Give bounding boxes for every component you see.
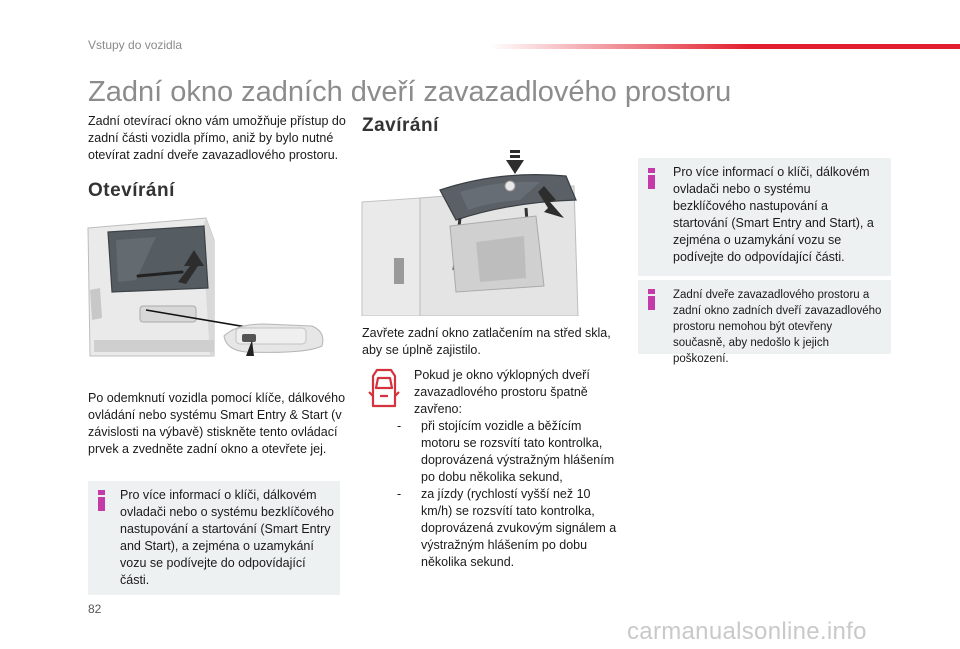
page-title: Zadní okno zadních dveří zavazadlového prostoru (88, 76, 732, 108)
closing-illustration (360, 146, 614, 316)
warning-block (414, 367, 614, 418)
page-number: 82 (88, 602, 102, 616)
right-info-box-2 (638, 280, 891, 365)
closing-heading: Zavírání (362, 115, 439, 136)
right-info-text-2: Zadní dveře zavazadlového prostoru a zadní okno zadních dveří zavazadlového prostoru nemohou být otevřeny současně, aby nedošlo k jejich poškození. (673, 289, 882, 365)
section-label: Vstupy do vozidla (88, 38, 183, 52)
opening-paragraph: Po odemknutí vozidla pomocí klíče, dálkového ovládání nebo systému Smart Entry & Start (v závislosti na výbavě) stiskněte tento ovládací prvek a zvedněte zadní okno a otevřete jej. (88, 391, 346, 456)
list-item: - za jízdy (rychlostí vyšší než 10 km/h) se rozsvítí tato kontrolka, doprovázená zvukovým signálem a výstražným hlášením po dobu několika sekund. (397, 487, 617, 569)
intro-paragraph: Zadní otevírací okno vám umožňuje přístup do zadní části vozidla přímo, aniž by bylo nutné otevírat zadní dveře zavazadlového prostoru. (88, 114, 346, 162)
tailgate-warning-icon (367, 366, 401, 414)
right-info-text-1: Pro více informací o klíči, dálkovém ovladači nebo o systému bezklíčového nastupování a startování (Smart Entry and Start), a zejména o uzamykání vozu se podívejte do odpovídající části. (673, 165, 874, 264)
opening-illustration (86, 210, 342, 370)
info-icon (648, 168, 656, 189)
warning-intro: Pokud je okno výklopných dveří zavazadlového prostoru špatně zavřeno: (414, 368, 590, 416)
list-item: - při stojícím vozidle a běžícím motoru se rozsvítí tato kontrolka, doprovázená výstražným hlášením po dobu několika sekund, (397, 419, 615, 484)
warning-list (397, 418, 617, 571)
right-info-box-1 (638, 158, 891, 276)
header-accent-bar (490, 44, 960, 49)
opening-heading: Otevírání (88, 180, 175, 201)
watermark: carmanualsonline.info (627, 618, 867, 645)
opening-info-box (88, 481, 340, 595)
closing-paragraph: Zavřete zadní okno zatlačením na střed skla, aby se úplně zajistilo. (362, 326, 611, 357)
info-icon (648, 289, 656, 310)
opening-info-text: Pro více informací o klíči, dálkovém ovladači nebo o systému bezklíčového nastupování a startování (Smart Entry and Start), a zejména o uzamykání vozu se podívejte do odpovídající části. (120, 488, 335, 587)
info-icon (98, 490, 106, 511)
